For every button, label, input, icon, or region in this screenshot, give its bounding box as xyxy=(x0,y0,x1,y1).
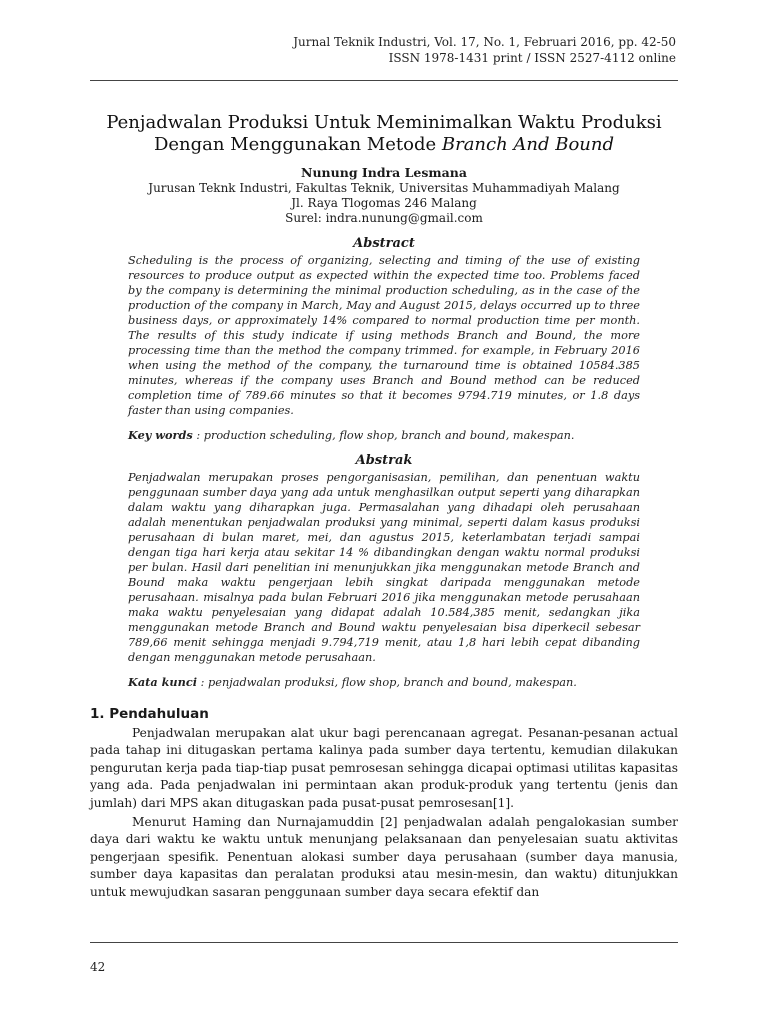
abstract-indonesian xyxy=(128,453,640,690)
keywords-values: : production scheduling, flow shop, branch and bound, makespan. xyxy=(192,429,575,442)
abstrak-heading: Abstrak xyxy=(355,453,413,468)
issn-line: ISSN 1978-1431 print / ISSN 2527-4112 online xyxy=(388,51,676,65)
abstract-heading: Abstract xyxy=(353,236,415,251)
running-header xyxy=(293,34,676,66)
article-body xyxy=(90,112,678,901)
journal-citation: Jurnal Teknik Industri, Vol. 17, No. 1, Februari 2016, pp. 42-50 xyxy=(293,35,676,49)
footer-divider xyxy=(90,942,678,943)
kata-kunci-label: Kata kunci xyxy=(128,675,198,689)
title-line-1: Penjadwalan Produksi Untuk Meminimalkan Waktu Produksi xyxy=(106,112,662,133)
abstrak-text: Penjadwalan merupakan proses pengorganisasian, pemilihan, dan penentuan waktu penggunaan sumber daya yang ada untuk menghasilkan output seperti yang diharapkan dalam waktu yang diharapkan juga. Permasalahan yang dihadapi oleh perusahaan adalah menentukan penjadwalan produksi yang minimal, seperti dalam kasus produksi perusahaan di bulan maret, mei, dan agustus 2015, keterlambatan terjadi sampai dengan tiga hari kerja atau sekitar 14 % dibandingkan dengan waktu normal produksi per bulan. Hasil dari penelitian ini menunjukkan jika menggunakan metode Branch and Bound maka waktu pengerjaan lebih singkat daripada menggunakan metode perusahaan. misalnya pada bulan Februari 2016 jika menggunakan metode perusahaan maka waktu penyelesaian yang didapat adalah 10.584,385 menit, sedangkan jika menggunakan metode Branch and Bound waktu penyelesaian bisa diperkecil sebesar 789,66 menit sehingga menjadi 9.794,719 menit, atau 1,8 hari lebih cepat dibanding dengan menggunakan metode perusahaan. xyxy=(128,471,640,664)
author-name: Nunung Indra Lesmana xyxy=(301,165,467,180)
title-line-2-prefix: Dengan Menggunakan Metode xyxy=(153,134,442,155)
kata-kunci-line xyxy=(128,675,640,690)
author-affiliation: Jurusan Teknk Industri, Fakultas Teknik, Universitas Muhammadiyah Malang xyxy=(148,181,620,195)
abstract-english xyxy=(128,236,640,443)
keywords-label: Key words xyxy=(128,428,193,442)
keywords-line xyxy=(128,428,640,443)
abstract-text: Scheduling is the process of organizing, selecting and timing of the use of existing resources to produce output as expected within the expected time too. Problems faced by the company is determining the minimal production scheduling, as in the case of the production of the company in March, May and August 2015, delays occurred up to three business days, or approximately 14% compared to normal production time per month. The results of this study indicate if using methods Branch and Bound, the more processing time than the method the company trimmed. for example, in February 2016 when using the method of the company, the turnaround time is obtained 10584.385 minutes, whereas if the company uses Branch and Bound method can be reduced completion time of 789.66 minutes so that it becomes 9794.719 minutes, or 1.8 days faster than using companies. xyxy=(128,254,640,417)
kata-kunci-values: : penjadwalan produksi, flow shop, branch and bound, makespan. xyxy=(197,676,577,689)
section-heading: 1. Pendahuluan xyxy=(90,706,209,722)
body-paragraph-2: Menurut Haming dan Nurnajamuddin [2] penjadwalan adalah pengalokasian sumber daya dari waktu ke waktu untuk menunjang pelaksanaan dan penyelesaian suatu aktivitas pengerjaan spesifik. Penentuan alokasi sumber daya perusahaan (sumber daya manusia, sumber daya kapasitas dan peralatan produksi atau mesin-mesin, dan waktu) ditunjukkan untuk mewujudkan sasaran penggunaan sumber daya secara efektif dan xyxy=(90,815,678,899)
title-line-2-italic: Branch And Bound xyxy=(441,134,615,155)
page-number: 42 xyxy=(90,960,106,974)
paper-title xyxy=(90,112,678,156)
author-email: Surel: indra.nunung@gmail.com xyxy=(285,211,483,225)
author-address: Jl. Raya Tlogomas 246 Malang xyxy=(291,196,477,210)
body-paragraph-1: Penjadwalan merupakan alat ukur bagi perencanaan agregat. Pesanan-pesanan actual pada tahap ini ditugaskan pertama kalinya pada sumber daya tertentu, kemudian dilakukan pengurutan kerja pada tiap-tiap pusat pemrosesan sehingga dicapai optimasi utilitas kapasitas yang ada. Pada penjadwalan ini permintaan akan produk-produk yang tertentu (jenis dan jumlah) dari MPS akan ditugaskan pada pusat-pusat pemrosesan[1]. xyxy=(90,726,678,810)
header-divider xyxy=(90,80,678,81)
